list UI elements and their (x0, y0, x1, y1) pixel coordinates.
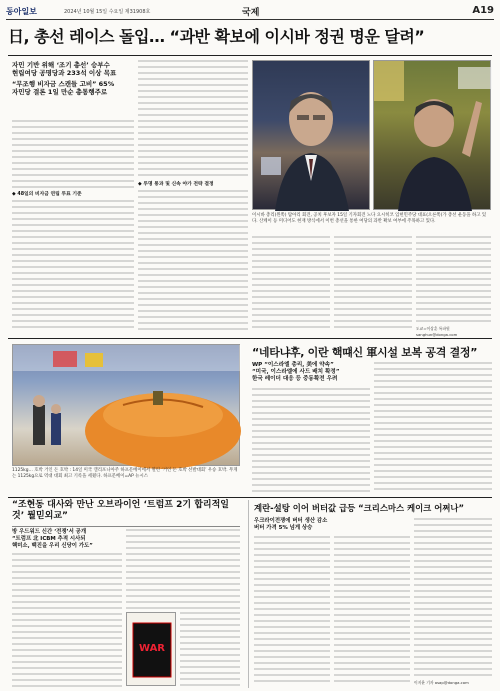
body-text (334, 236, 412, 332)
body-subhead: ◆ 48일의 비자금 연립 투표 기준 (12, 192, 82, 197)
lead-byline: 도쿄=이상훈 특파원 sanghun@donga.com (416, 326, 458, 337)
lead-rule (8, 55, 492, 56)
body-text (12, 200, 134, 332)
body-text (138, 60, 248, 180)
newspaper-logo: 동아일보 (6, 7, 37, 16)
deck-line: 자민 기반 위해 ‘조기 총선’ 승부수 (12, 61, 110, 69)
body-subhead: ◆ 투명 통과 및 신속 야가 전략 결정 (138, 182, 214, 187)
fourth-deck (254, 518, 374, 532)
ishiba-photo (252, 60, 370, 210)
deck-line: 방 우드워드 신간 ‘전쟁’서 공개 (12, 529, 87, 535)
masthead (6, 4, 494, 20)
fourth-byline: 이지윤 기자 asap@donga.com (414, 680, 469, 685)
lead-headline: 日, 총선 레이스 돌입… “과반 확보에 이시바 정권 명운 달려” (8, 27, 425, 46)
book-title-badge: WAR (138, 643, 166, 654)
fourth-headline: 계란-설탕 이어 버터값 급등 “크리스마스 케이크 어쩌나” (254, 503, 464, 513)
body-text (12, 553, 122, 687)
body-text (374, 362, 492, 492)
deck-line: 자민당 결론 1일 만순 총통행주로 (12, 88, 108, 96)
third-deck (12, 529, 122, 550)
pumpkin-caption: 1125kg… 호박 거인 돈 호박 : 14일 미국 캘리포니아주 하프문베이에서 열린 ‘거인 돈 호박 선발대회’ 우승 호박. 무게는 1125kg으로 역대 대회 최고 기록을 세웠다. 하프문베이=AP 뉴시스 (12, 468, 238, 479)
body-text (180, 612, 240, 686)
body-text (334, 536, 410, 686)
deck-line: 버터 가격 5% 넘게 상승 (254, 525, 313, 531)
body-text (254, 536, 330, 686)
section-rule (8, 497, 492, 498)
section-name: 국제 (242, 8, 260, 18)
body-text (414, 518, 492, 678)
body-text (126, 529, 240, 609)
third-headline: “조현동 대사와 만난 오브라이언 ‘트럼프 2기 합리적일것’ 뭘믿외교” (12, 500, 229, 521)
body-text (138, 190, 248, 332)
lead-deck (12, 61, 134, 96)
deck-line: 핵미소, 백진을 우리 신당이 가도” (12, 543, 93, 549)
noda-photo (373, 60, 491, 210)
page-number: A19 (472, 5, 494, 16)
lead-photo-caption: 이시바 총리(왼쪽) 탑아리 회견, 공치 후보자 15일 기자회견 노다 요시히코 입헌민주당 대표(오른쪽)가 총선 운동을 하고 있다. 산케이 등 미디어도 현재 방식에서 이번 총선을 통한 여당의 과반 확보 여부에 주목하고 있다. (252, 213, 487, 224)
book-cover (126, 612, 176, 686)
second-deck (252, 362, 370, 383)
body-text (416, 236, 491, 324)
deck-line: 한국 레이더 대응 등 중동확전 우려 (252, 376, 338, 382)
deck-line: WP “이스라엘 총리, 美에 약속” (252, 362, 334, 368)
body-text (12, 120, 134, 190)
column-divider (248, 500, 249, 688)
deck-line: “트럼프 北 ICBM 추적 시사되 (12, 536, 86, 542)
second-headline: “네타냐후, 이란 핵떄신 軍시설 보복 공격 결정” (252, 346, 478, 359)
body-text (252, 388, 370, 492)
deck-line: 우크라이전쟁에 버터 생산 감소 (254, 518, 328, 524)
issue-date: 2024년 10월 15일 수요일 제31908호 (64, 9, 151, 15)
deck-line: “미국, 이스라엘에 사드 배치 확정” (252, 369, 340, 375)
section-rule (8, 338, 492, 339)
body-text (252, 236, 330, 332)
third-rule (12, 526, 240, 527)
pumpkin-photo (12, 344, 240, 466)
deck-line: “무조행 비자금 스캔들 고비” 65% (12, 80, 115, 88)
deck-line: 현립여당 공명당과 233석 이상 목표 (12, 69, 117, 77)
